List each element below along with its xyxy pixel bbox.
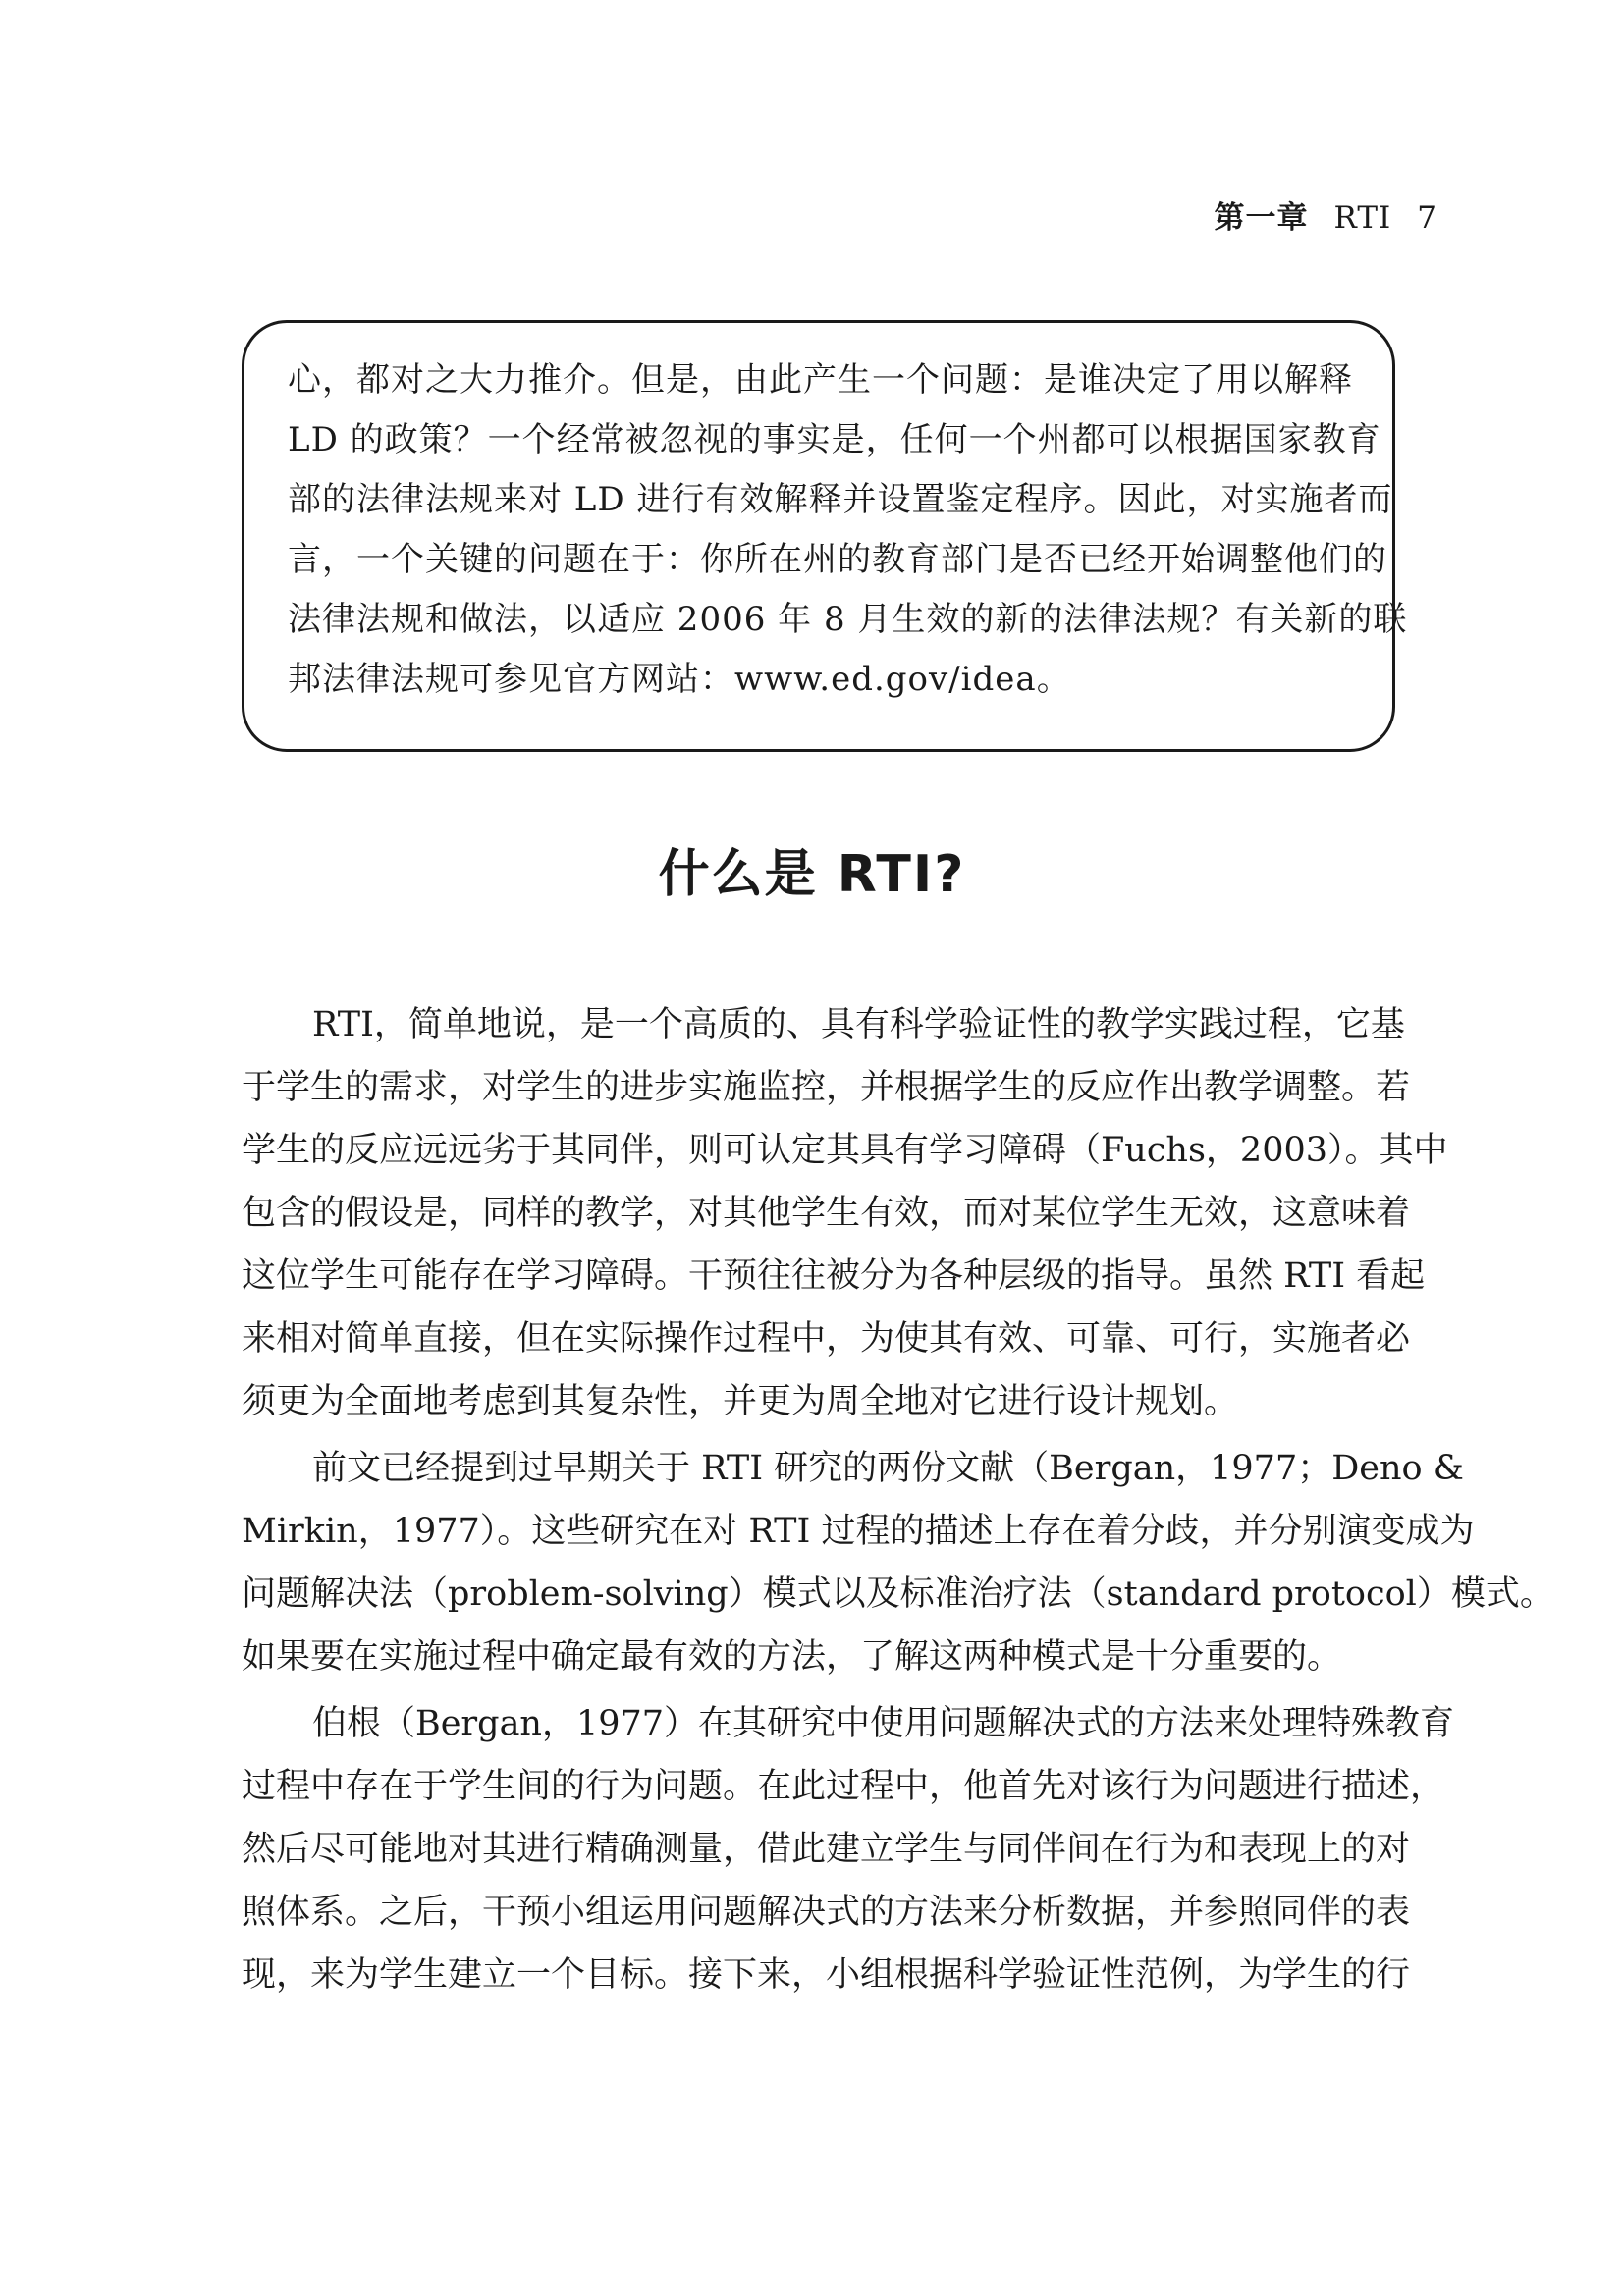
callout-box bbox=[242, 320, 1408, 752]
section-heading: 什么是 RTI? bbox=[658, 845, 966, 904]
callout-line: 言，一个关键的问题在于：你所在州的教育部门是否已经开始调整他们的 bbox=[288, 540, 1387, 579]
callout-line: 法律法规和做法，以适应 2006 年 8 月生效的新的法律法规？有关新的联 bbox=[288, 600, 1408, 639]
text-line: 现，来为学生建立一个目标。接下来，小组根据科学验证性范例，为学生的行 bbox=[242, 1955, 1411, 1995]
paragraph bbox=[242, 1437, 1554, 1688]
text-line: 包含的假设是，同样的教学，对其他学生有效，而对某位学生无效，这意味着 bbox=[242, 1194, 1411, 1233]
text-line: 然后尽可能地对其进行精确测量，借此建立学生与同伴间在行为和表现上的对 bbox=[242, 1830, 1411, 1869]
callout-line: LD 的政策？一个经常被忽视的事实是，任何一个州都可以根据国家教育 bbox=[288, 420, 1381, 459]
text-line: 照体系。之后，干预小组运用问题解决式的方法来分析数据，并参照同伴的表 bbox=[242, 1893, 1411, 1932]
text-line: 来相对简单直接，但在实际操作过程中，为使其有效、可靠、可行，实施者必 bbox=[242, 1319, 1411, 1359]
callout-line: 邦法律法规可参见官方网站：www.ed.gov/idea。 bbox=[288, 660, 1071, 699]
callout-line: 部的法律法规来对 LD 进行有效解释并设置鉴定程序。因此，对实施者而 bbox=[288, 480, 1393, 519]
callout-line: 心，都对之大力推介。但是，由此产生一个问题：是谁决定了用以解释 bbox=[288, 360, 1353, 400]
text-line: 伯根（Bergan，1977）在其研究中使用问题解决式的方法来处理特殊教育 bbox=[312, 1704, 1455, 1743]
text-line: 于学生的需求，对学生的进步实施监控，并根据学生的反应作出教学调整。若 bbox=[242, 1068, 1411, 1107]
body-text bbox=[242, 993, 1554, 2010]
chapter-label: 第一章 bbox=[1214, 200, 1309, 236]
text-line: Mirkin，1977）。这些研究在对 RTI 过程的描述上存在着分歧，并分别演变成为 bbox=[242, 1512, 1475, 1551]
paragraph bbox=[242, 1692, 1455, 2006]
text-line: 须更为全面地考虑到其复杂性，并更为周全地对它进行设计规划。 bbox=[242, 1382, 1239, 1421]
text-line: 问题解决法（problem-solving）模式以及标准治疗法（standard protocol）模式。 bbox=[242, 1575, 1554, 1614]
text-line: 学生的反应远远劣于其同伴，则可认定其具有学习障碍（Fuchs，2003）。其中 bbox=[242, 1131, 1448, 1170]
text-line: 过程中存在于学生间的行为问题。在此过程中，他首先对该行为问题进行描述， bbox=[242, 1767, 1445, 1806]
running-header bbox=[1215, 192, 1437, 237]
chapter-topic: RTI bbox=[1333, 200, 1392, 236]
page-number: 7 bbox=[1417, 200, 1437, 236]
text-line: 如果要在实施过程中确定最有效的方法，了解这两种模式是十分重要的。 bbox=[242, 1637, 1342, 1677]
text-line: RTI，简单地说，是一个高质的、具有科学验证性的教学实践过程，它基 bbox=[312, 1005, 1405, 1044]
text-line: 这位学生可能存在学习障碍。干预往往被分为各种层级的指导。虽然 RTI 看起 bbox=[242, 1256, 1426, 1296]
text-line: 前文已经提到过早期关于 RTI 研究的两份文献（Bergan，1977；Deno & bbox=[312, 1449, 1464, 1488]
paragraph bbox=[242, 993, 1448, 1433]
